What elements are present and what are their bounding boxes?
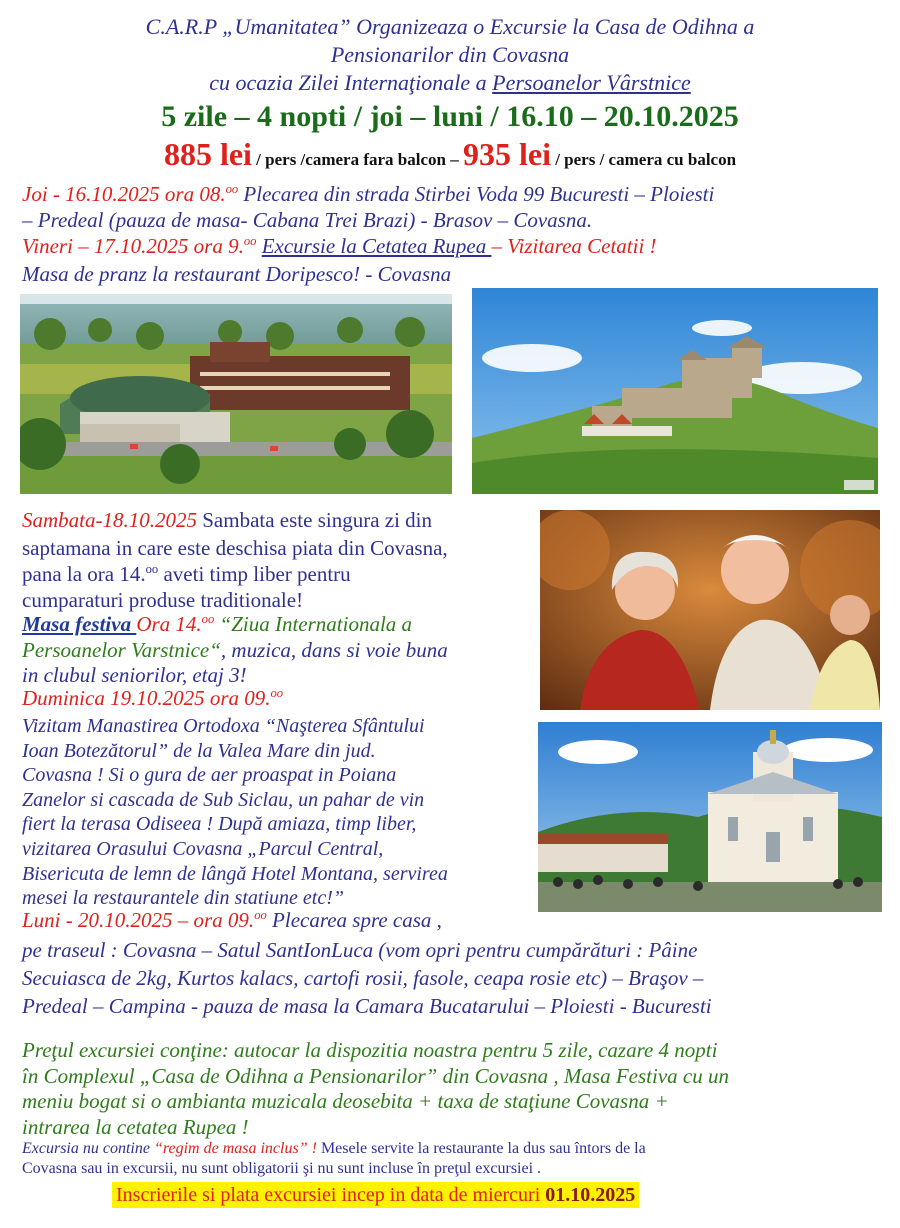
day4-line: Covasna ! Si o gura de aer proaspat in Poiana — [22, 764, 397, 787]
day5-date: Luni - 20.10.2025 – ora 09. — [22, 908, 255, 932]
day4-line: Bisericuta de lemn de lângă Hotel Montana, servirea — [22, 862, 448, 885]
festive-title: Masa festiva — [22, 612, 137, 636]
price-2: 935 lei — [462, 136, 551, 172]
header-line3-prefix: cu ocazia Zilei Internaţionale a — [209, 70, 493, 95]
header-line2: Pensionarilor din Covasna — [330, 42, 570, 67]
header-line1: C.A.R.P „Umanitatea” Organizeaza o Excursie la Casa de Odihna a — [145, 14, 755, 39]
header-line3-link: Persoanelor Vârstnice — [492, 70, 691, 95]
notes-line2: Covasna sau in excursii, nu sunt obligatorii şi nu sunt incluse în preţul excursiei . — [22, 1160, 542, 1177]
price-2-desc: / pers / camera cu balcon — [550, 150, 737, 169]
notes-line1: Excursia nu contine “regim de masa inclus” ! Mesele servite la restaurante la dus sau întors de la — [22, 1140, 646, 1157]
day4-text — [22, 714, 448, 911]
registration-text: Inscrierile si plata excursiei incep in data de miercuri — [116, 1184, 546, 1206]
day4-line: vizitarea Orasului Covasna „Parcul Central, — [22, 837, 384, 860]
registration-date: 01.10.2025 — [545, 1184, 636, 1206]
day4-date: Duminica 19.10.2025 ora 09.$^{oo}$ — [22, 686, 284, 710]
day2-date: Vineri – 17.10.2025 ora 9. — [22, 234, 244, 258]
day1-line1: Joi - 16.10.2025 ora 08.$^{oo}$ Plecarea din strada Stirbei Voda 99 Bucuresti – Ploiesti — [22, 182, 715, 206]
price-includes-line: intrarea la cetatea Rupea ! — [22, 1114, 249, 1139]
rupea-fortress-photo — [472, 288, 878, 494]
price-includes-line: Preţul excursiei conţine: autocar la dispozitia noastra pentru 5 zile, cazare 4 nopti — [22, 1038, 718, 1062]
day4-line: mesei la restaurantele din statiune etc!” — [22, 887, 344, 910]
price-includes-line: în Complexul „Casa de Odihna a Pensionarilor” din Covasna , Masa Festiva cu un — [22, 1063, 729, 1088]
day4-line: Vizitam Manastirea Ortodoxa “Naşterea Sfântului — [22, 715, 425, 737]
registration-banner — [112, 1182, 639, 1208]
day3-line3: pana la ora 14.$^{oo}$ aveti timp liber pentru — [22, 562, 351, 586]
day5-line3: Secuiasca de 2kg, Kurtos kalacs, cartofi rosii, fasole, ceapa rosie etc) – Braşov – — [22, 966, 704, 990]
festive-line2: Persoanelor Varstnice“, muzica, dans si voie buna — [22, 638, 448, 662]
day2-link[interactable]: Excursie la Cetatea Rupea — [261, 234, 492, 258]
duration-title: 5 zile – 4 nopti / joi – luni / 16.10 – 20.10.2025 — [161, 100, 739, 133]
day2-rest: – Vizitarea Cetatii ! — [491, 234, 657, 258]
day5-line4: Predeal – Campina - pauza de masa la Camara Bucatarului – Ploiesti - Bucuresti — [22, 994, 712, 1018]
festive-time: Ora 14. — [136, 612, 202, 636]
price-1: 885 lei — [163, 136, 252, 172]
day5-line2: pe traseul : Covasna – Satul SantIonLuca (vom opri pentru cumpărături : Pâine — [22, 938, 698, 962]
day3-date: Sambata-18.10.2025 — [22, 508, 197, 532]
day3-line2: saptamana in care este deschisa piata din Covasna, — [22, 536, 448, 560]
day4-line: Ioan Botezătorul” de la Valea Mare din jud. — [22, 739, 376, 762]
festive-line1: Masa festiva Ora 14.$^{oo}$ “Ziua Internationala a — [22, 612, 413, 636]
day1-line2: – Predeal (pauza de masa- Cabana Trei Brazi) - Brasov – Covasna. — [22, 208, 593, 232]
price-line — [0, 136, 900, 173]
festive-quote: “Ziua Internationala a — [214, 612, 413, 636]
day3-text1: Sambata este singura zi din — [197, 508, 433, 532]
price-includes-line: meniu bogat si o ambianta muzicala deosebita + taxa de staţiune Covasna + — [22, 1089, 669, 1113]
day5-line1: Luni - 20.10.2025 – ora 09.$^{oo}$ Plecarea spre casa , — [22, 908, 442, 932]
day4-line: Zanelor si cascada de Sub Siclau, un pahar de vin — [22, 788, 425, 811]
price-1-desc: / pers /camera fara balcon – — [251, 150, 463, 169]
day4-line: fiert la terasa Odiseea ! După amiaza, timp liber, — [22, 813, 417, 836]
day2-line1: Vineri – 17.10.2025 ora 9.$^{oo}$ Excursie la Cetatea Rupea – Vizitarea Cetatii ! — [22, 234, 657, 258]
header-line3 — [0, 70, 900, 96]
resort-photo — [20, 294, 452, 494]
monastery-photo — [538, 722, 882, 912]
price-includes — [22, 1038, 729, 1140]
day1-date: Joi - 16.10.2025 ora 08. — [22, 182, 226, 206]
day1-text: Plecarea din strada Stirbei Voda 99 Bucuresti – Ploiesti — [238, 182, 715, 206]
festive-line3: in clubul seniorilor, etaj 3! — [22, 663, 247, 687]
day3-line1 — [22, 508, 432, 533]
day2-line2: Masa de pranz la restaurant Doripesco! - Covasna — [22, 262, 452, 286]
day3-line4: cumparaturi produse traditionale! — [22, 588, 304, 612]
dancing-seniors-photo — [540, 510, 880, 710]
